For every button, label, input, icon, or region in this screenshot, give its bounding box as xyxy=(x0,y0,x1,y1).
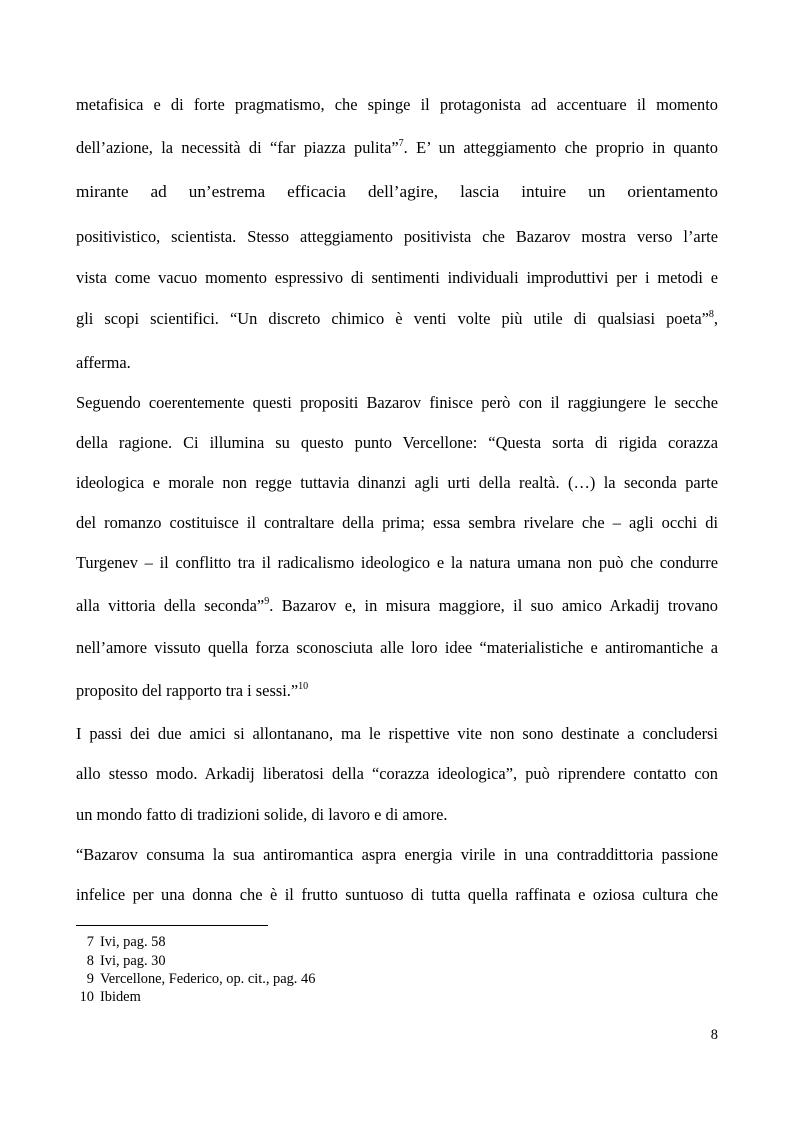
footnote-ref[interactable]: 7 xyxy=(398,138,404,149)
footnote-ref[interactable]: 9 xyxy=(264,596,270,607)
text-line: I passi dei due amici si allontanano, ma le rispettive vite non sono destinate a concludersi xyxy=(76,724,718,743)
text-line: un mondo fatto di tradizioni solide, di lavoro e di amore. xyxy=(76,805,448,824)
text-line: positivistico, scientista. Stesso atteggiamento positivista che Bazarov mostra verso l’arte xyxy=(76,227,718,246)
text-line: del romanzo costituisce il contraltare della prima; essa sembra rivelare che – agli occhi di xyxy=(76,513,718,532)
text-line: Seguendo coerentemente questi propositi Bazarov finisce però con il raggiungere le secche xyxy=(76,393,718,412)
text-line: della ragione. Ci illumina su questo punto Vercellone: “Questa sorta di rigida corazza xyxy=(76,433,718,452)
footnote-ref[interactable]: 8 xyxy=(708,309,714,320)
text-line: infelice per una donna che è il frutto suntuoso di tutta quella raffinata e oziosa cultura che xyxy=(76,885,718,904)
page-number: 8 xyxy=(710,1027,718,1043)
text-line: dell’azione, la necessità di “far piazza pulita”$^7$. E’ un atteggiamento che proprio in quanto xyxy=(76,138,718,157)
text-line: gli scopi scientifici. “Un discreto chimico è venti volte più utile di qualsiasi poeta”$^8$, xyxy=(76,309,718,328)
footnote: 9 Vercellone, Federico, op. cit., pag. 46 xyxy=(86,971,316,987)
footnote-separator xyxy=(76,925,268,926)
footnote-ref[interactable]: 10 xyxy=(298,681,309,692)
text-line: metafisica e di forte pragmatismo, che spinge il protagonista ad accentuare il momento xyxy=(76,95,718,114)
text-line: proposito del rapporto tra i sessi.”$^{10}$ xyxy=(76,681,309,700)
text-line: vista come vacuo momento espressivo di sentimenti individuali improduttivi per i metodi e xyxy=(76,268,718,287)
text-line: allo stesso modo. Arkadij liberatosi della “corazza ideologica”, può riprendere contatto con xyxy=(76,764,718,783)
footnote: 8 Ivi, pag. 30 xyxy=(86,953,166,969)
footnote: 7 Ivi, pag. 58 xyxy=(86,934,166,950)
text-line: mirante ad un’estrema efficacia dell’agire, lascia intuire un orientamento xyxy=(76,182,718,201)
text-line: Turgenev – il conflitto tra il radicalismo ideologico e la natura umana non può che condurre xyxy=(76,553,718,572)
text-line: nell’amore vissuto quella forza sconosciuta alle loro idee “materialistiche e antiromantiche a xyxy=(76,638,718,657)
text-line: afferma. xyxy=(76,353,131,372)
text-line: ideologica e morale non regge tuttavia dinanzi agli urti della realtà. (…) la seconda parte xyxy=(76,473,718,492)
text-line: alla vittoria della seconda”$^9$. Bazarov e, in misura maggiore, il suo amico Arkadij trovano xyxy=(76,596,718,615)
footnote: 10 Ibidem xyxy=(79,989,141,1005)
text-line: “Bazarov consuma la sua antiromantica aspra energia virile in una contraddittoria passione xyxy=(76,845,718,864)
